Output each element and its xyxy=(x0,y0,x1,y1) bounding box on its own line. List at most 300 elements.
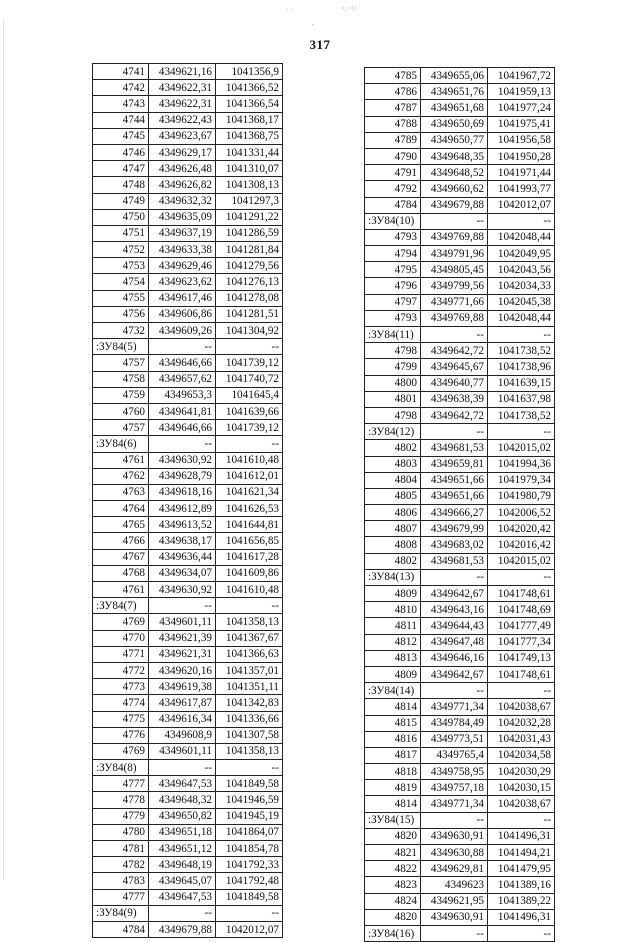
y-coordinate-cell: 1041645,4 xyxy=(216,387,283,403)
y-coordinate-cell: 1041368,75 xyxy=(216,128,283,144)
x-coordinate-cell: 4349638,39 xyxy=(421,391,488,407)
y-coordinate-cell: 1041854,78 xyxy=(216,841,283,857)
table-row xyxy=(365,100,555,116)
table-row xyxy=(93,193,283,209)
section-label-cell: :ЗУ84(14) xyxy=(365,683,421,699)
x-coordinate-cell: 4349650,82 xyxy=(149,808,216,824)
point-id-cell: 4741 xyxy=(93,64,149,80)
table-row xyxy=(93,452,283,468)
point-id-cell: 4812 xyxy=(365,634,421,650)
x-coordinate-cell: 4349601,11 xyxy=(149,614,216,630)
x-coordinate-cell: 4349619,38 xyxy=(149,679,216,695)
point-id-cell: 4803 xyxy=(365,456,421,472)
x-coordinate-cell: 4349622,31 xyxy=(149,96,216,112)
point-id-cell: 4789 xyxy=(365,132,421,148)
y-coordinate-cell: 1041739,12 xyxy=(216,420,283,436)
table-row xyxy=(93,161,283,177)
section-header-row xyxy=(365,925,555,941)
x-coordinate-cell: 4349679,99 xyxy=(421,521,488,537)
table-row xyxy=(93,776,283,792)
point-id-cell: 4769 xyxy=(93,743,149,759)
table-row xyxy=(365,165,555,181)
point-id-cell: 4773 xyxy=(93,679,149,695)
section-header-row xyxy=(93,905,283,921)
point-id-cell: 4747 xyxy=(93,161,149,177)
x-coordinate-cell: 4349623,67 xyxy=(149,128,216,144)
table-row xyxy=(365,553,555,569)
x-coordinate-cell: 4349773,51 xyxy=(421,731,488,747)
y-coordinate-cell: 1041281,84 xyxy=(216,242,283,258)
point-id-cell: 4806 xyxy=(365,505,421,521)
x-coordinate-cell: 4349758,95 xyxy=(421,764,488,780)
point-id-cell: 4804 xyxy=(365,472,421,488)
table-row xyxy=(93,889,283,905)
table-row xyxy=(365,488,555,504)
y-coordinate-cell: -- xyxy=(488,424,555,440)
point-id-cell: 4778 xyxy=(93,792,149,808)
table-row xyxy=(93,565,283,581)
point-id-cell: 4754 xyxy=(93,274,149,290)
table-row xyxy=(365,229,555,245)
y-coordinate-cell: 1041366,63 xyxy=(216,646,283,662)
y-coordinate-cell: 1041971,44 xyxy=(488,165,555,181)
y-coordinate-cell: 1041849,58 xyxy=(216,889,283,905)
point-id-cell: 4797 xyxy=(365,294,421,310)
x-coordinate-cell: -- xyxy=(149,436,216,452)
table-row xyxy=(365,909,555,925)
point-id-cell: 4745 xyxy=(93,128,149,144)
x-coordinate-cell: -- xyxy=(149,598,216,614)
table-row xyxy=(93,355,283,371)
y-coordinate-cell: 1042049,95 xyxy=(488,246,555,262)
x-coordinate-cell: -- xyxy=(421,569,488,585)
table-row xyxy=(93,128,283,144)
table-row xyxy=(365,521,555,537)
y-coordinate-cell: 1042020,42 xyxy=(488,521,555,537)
point-id-cell: 4771 xyxy=(93,646,149,662)
y-coordinate-cell: -- xyxy=(488,327,555,343)
point-id-cell: 4824 xyxy=(365,893,421,909)
point-id-cell: 4755 xyxy=(93,290,149,306)
point-id-cell: 4775 xyxy=(93,711,149,727)
x-coordinate-cell: 4349651,12 xyxy=(149,841,216,857)
point-id-cell: 4814 xyxy=(365,699,421,715)
x-coordinate-cell: 4349629,81 xyxy=(421,861,488,877)
scan-artifact-mark: ·.··\· xyxy=(342,4,357,13)
point-id-cell: 4765 xyxy=(93,517,149,533)
table-row xyxy=(365,440,555,456)
x-coordinate-cell: 4349681,53 xyxy=(421,440,488,456)
y-coordinate-cell: -- xyxy=(216,436,283,452)
x-coordinate-cell: 4349651,18 xyxy=(149,824,216,840)
y-coordinate-cell: 1041356,9 xyxy=(216,64,283,80)
y-coordinate-cell: 1041946,59 xyxy=(216,792,283,808)
table-row xyxy=(93,824,283,840)
point-id-cell: 4809 xyxy=(365,666,421,682)
x-coordinate-cell: 4349648,32 xyxy=(149,792,216,808)
x-coordinate-cell: 4349645,67 xyxy=(421,359,488,375)
table-row xyxy=(93,209,283,225)
x-coordinate-cell: 4349634,07 xyxy=(149,565,216,581)
y-coordinate-cell: 1041748,61 xyxy=(488,586,555,602)
table-row xyxy=(365,132,555,148)
x-coordinate-cell: 4349621,31 xyxy=(149,646,216,662)
point-id-cell: 4808 xyxy=(365,537,421,553)
table-row xyxy=(365,893,555,909)
table-row xyxy=(93,743,283,759)
y-coordinate-cell: 1041749,13 xyxy=(488,650,555,666)
point-id-cell: 4768 xyxy=(93,565,149,581)
point-id-cell: 4761 xyxy=(93,452,149,468)
y-coordinate-cell: 1041279,56 xyxy=(216,258,283,274)
x-coordinate-cell: 4349636,44 xyxy=(149,549,216,565)
x-coordinate-cell: 4349647,48 xyxy=(421,634,488,650)
section-header-row xyxy=(365,213,555,229)
section-header-row xyxy=(93,339,283,355)
point-id-cell: 4772 xyxy=(93,662,149,678)
coordinates-table-right xyxy=(364,67,555,942)
point-id-cell: 4815 xyxy=(365,715,421,731)
x-coordinate-cell: 4349622,31 xyxy=(149,80,216,96)
point-id-cell: 4813 xyxy=(365,650,421,666)
point-id-cell: 4770 xyxy=(93,630,149,646)
y-coordinate-cell: 1041975,41 xyxy=(488,116,555,132)
x-coordinate-cell: 4349653,3 xyxy=(149,387,216,403)
y-coordinate-cell: 1041738,96 xyxy=(488,359,555,375)
x-coordinate-cell: -- xyxy=(421,327,488,343)
section-header-row xyxy=(365,569,555,585)
table-row xyxy=(365,877,555,893)
x-coordinate-cell: 4349618,16 xyxy=(149,484,216,500)
section-header-row xyxy=(365,424,555,440)
table-row xyxy=(365,747,555,763)
table-row xyxy=(365,650,555,666)
point-id-cell: 4777 xyxy=(93,776,149,792)
x-coordinate-cell: 4349660,62 xyxy=(421,181,488,197)
point-id-cell: 4805 xyxy=(365,488,421,504)
point-id-cell: 4796 xyxy=(365,278,421,294)
x-coordinate-cell: 4349765,4 xyxy=(421,747,488,763)
table-row xyxy=(93,792,283,808)
table-row xyxy=(93,290,283,306)
point-id-cell: 4767 xyxy=(93,549,149,565)
y-coordinate-cell: 1042048,44 xyxy=(488,310,555,326)
y-coordinate-cell: 1042015,02 xyxy=(488,440,555,456)
x-coordinate-cell: 4349609,26 xyxy=(149,323,216,339)
section-header-row xyxy=(93,436,283,452)
y-coordinate-cell: -- xyxy=(216,760,283,776)
table-row xyxy=(93,387,283,403)
x-coordinate-cell: 4349642,72 xyxy=(421,343,488,359)
point-id-cell: 4742 xyxy=(93,80,149,96)
y-coordinate-cell: 1041748,69 xyxy=(488,602,555,618)
y-coordinate-cell: 1041496,31 xyxy=(488,828,555,844)
table-row xyxy=(93,662,283,678)
x-coordinate-cell: 4349681,53 xyxy=(421,553,488,569)
x-coordinate-cell: 4349646,66 xyxy=(149,420,216,436)
x-coordinate-cell: 4349621,95 xyxy=(421,893,488,909)
y-coordinate-cell: 1041956,58 xyxy=(488,132,555,148)
x-coordinate-cell: 4349648,52 xyxy=(421,165,488,181)
x-coordinate-cell: 4349651,66 xyxy=(421,488,488,504)
y-coordinate-cell: 1041994,36 xyxy=(488,456,555,472)
x-coordinate-cell: 4349616,34 xyxy=(149,711,216,727)
section-label-cell: :ЗУ84(7) xyxy=(93,598,149,614)
table-row xyxy=(365,505,555,521)
x-coordinate-cell: 4349648,19 xyxy=(149,857,216,873)
y-coordinate-cell: 1041738,52 xyxy=(488,343,555,359)
table-row xyxy=(93,921,283,937)
y-coordinate-cell: 1041656,85 xyxy=(216,533,283,549)
point-id-cell: 4818 xyxy=(365,764,421,780)
x-coordinate-cell: 4349784,49 xyxy=(421,715,488,731)
point-id-cell: 4786 xyxy=(365,84,421,100)
table-row xyxy=(93,646,283,662)
x-coordinate-cell: 4349805,45 xyxy=(421,262,488,278)
table-row xyxy=(365,84,555,100)
y-coordinate-cell: -- xyxy=(488,213,555,229)
table-row xyxy=(365,666,555,682)
section-label-cell: :ЗУ84(6) xyxy=(93,436,149,452)
y-coordinate-cell: 1041777,49 xyxy=(488,618,555,634)
table-row xyxy=(365,246,555,262)
point-id-cell: 4780 xyxy=(93,824,149,840)
point-id-cell: 4820 xyxy=(365,909,421,925)
table-row xyxy=(365,699,555,715)
point-id-cell: 4787 xyxy=(365,100,421,116)
x-coordinate-cell: 4349630,91 xyxy=(421,828,488,844)
section-label-cell: :ЗУ84(11) xyxy=(365,327,421,343)
point-id-cell: 4820 xyxy=(365,828,421,844)
y-coordinate-cell: 1041368,17 xyxy=(216,112,283,128)
point-id-cell: 4800 xyxy=(365,375,421,391)
y-coordinate-cell: 1042012,07 xyxy=(488,197,555,213)
x-coordinate-cell: -- xyxy=(421,925,488,941)
point-id-cell: 4802 xyxy=(365,553,421,569)
y-coordinate-cell: 1041959,13 xyxy=(488,84,555,100)
y-coordinate-cell: 1041281,51 xyxy=(216,306,283,322)
point-id-cell: 4762 xyxy=(93,468,149,484)
y-coordinate-cell: 1042032,28 xyxy=(488,715,555,731)
y-coordinate-cell: -- xyxy=(488,569,555,585)
x-coordinate-cell: 4349632,32 xyxy=(149,193,216,209)
section-label-cell: :ЗУ84(16) xyxy=(365,925,421,941)
y-coordinate-cell: 1041993,77 xyxy=(488,181,555,197)
y-coordinate-cell: -- xyxy=(488,925,555,941)
section-label-cell: :ЗУ84(15) xyxy=(365,812,421,828)
table-row xyxy=(93,258,283,274)
y-coordinate-cell: -- xyxy=(216,339,283,355)
y-coordinate-cell: 1042048,44 xyxy=(488,229,555,245)
section-label-cell: :ЗУ84(13) xyxy=(365,569,421,585)
x-coordinate-cell: -- xyxy=(149,760,216,776)
table-row xyxy=(365,262,555,278)
x-coordinate-cell: 4349679,88 xyxy=(421,197,488,213)
section-label-cell: :ЗУ84(5) xyxy=(93,339,149,355)
table-row xyxy=(93,501,283,517)
y-coordinate-cell: 1041494,21 xyxy=(488,845,555,861)
x-coordinate-cell: 4349771,34 xyxy=(421,796,488,812)
y-coordinate-cell: 1041621,34 xyxy=(216,484,283,500)
section-label-cell: :ЗУ84(10) xyxy=(365,213,421,229)
point-id-cell: 4769 xyxy=(93,614,149,630)
table-row xyxy=(93,323,283,339)
x-coordinate-cell: 4349617,46 xyxy=(149,290,216,306)
point-id-cell: 4781 xyxy=(93,841,149,857)
point-id-cell: 4758 xyxy=(93,371,149,387)
table-row xyxy=(93,242,283,258)
point-id-cell: 4785 xyxy=(365,68,421,84)
y-coordinate-cell: 1041777,34 xyxy=(488,634,555,650)
section-header-row xyxy=(93,598,283,614)
x-coordinate-cell: 4349666,27 xyxy=(421,505,488,521)
table-row xyxy=(365,780,555,796)
point-id-cell: 4783 xyxy=(93,873,149,889)
y-coordinate-cell: 1041278,08 xyxy=(216,290,283,306)
section-header-row xyxy=(365,683,555,699)
x-coordinate-cell: 4349640,77 xyxy=(421,375,488,391)
table-row xyxy=(93,711,283,727)
x-coordinate-cell: 4349683,02 xyxy=(421,537,488,553)
y-coordinate-cell: 1041366,54 xyxy=(216,96,283,112)
x-coordinate-cell: 4349642,72 xyxy=(421,407,488,423)
y-coordinate-cell: 1041967,72 xyxy=(488,68,555,84)
y-coordinate-cell: 1041792,48 xyxy=(216,873,283,889)
y-coordinate-cell: 1041849,58 xyxy=(216,776,283,792)
table-row xyxy=(365,181,555,197)
table-row xyxy=(365,294,555,310)
section-label-cell: :ЗУ84(8) xyxy=(93,760,149,776)
table-row xyxy=(365,602,555,618)
x-coordinate-cell: 4349757,18 xyxy=(421,780,488,796)
x-coordinate-cell: 4349655,06 xyxy=(421,68,488,84)
x-coordinate-cell: 4349651,76 xyxy=(421,84,488,100)
point-id-cell: 4759 xyxy=(93,387,149,403)
x-coordinate-cell: 4349608,9 xyxy=(149,727,216,743)
y-coordinate-cell: 1042030,15 xyxy=(488,780,555,796)
point-id-cell: 4743 xyxy=(93,96,149,112)
point-id-cell: 4798 xyxy=(365,343,421,359)
point-id-cell: 4802 xyxy=(365,440,421,456)
x-coordinate-cell: 4349651,66 xyxy=(421,472,488,488)
x-coordinate-cell: 4349679,88 xyxy=(149,921,216,937)
y-coordinate-cell: 1041864,07 xyxy=(216,824,283,840)
x-coordinate-cell: 4349646,66 xyxy=(149,355,216,371)
x-coordinate-cell: 4349641,81 xyxy=(149,403,216,419)
x-coordinate-cell: 4349642,67 xyxy=(421,666,488,682)
y-coordinate-cell: 1041945,19 xyxy=(216,808,283,824)
table-row xyxy=(365,197,555,213)
point-id-cell: 4795 xyxy=(365,262,421,278)
y-coordinate-cell: 1041639,66 xyxy=(216,403,283,419)
point-id-cell: 4816 xyxy=(365,731,421,747)
table-row xyxy=(93,403,283,419)
point-id-cell: 4779 xyxy=(93,808,149,824)
table-row xyxy=(365,618,555,634)
x-coordinate-cell: 4349644,43 xyxy=(421,618,488,634)
table-row xyxy=(365,586,555,602)
x-coordinate-cell: 4349629,46 xyxy=(149,258,216,274)
y-coordinate-cell: 1042034,58 xyxy=(488,747,555,763)
x-coordinate-cell: -- xyxy=(421,812,488,828)
y-coordinate-cell: 1041644,81 xyxy=(216,517,283,533)
point-id-cell: 4757 xyxy=(93,420,149,436)
x-coordinate-cell: -- xyxy=(421,424,488,440)
y-coordinate-cell: 1041738,52 xyxy=(488,407,555,423)
table-row xyxy=(365,715,555,731)
point-id-cell: 4798 xyxy=(365,407,421,423)
point-id-cell: 4801 xyxy=(365,391,421,407)
section-header-row xyxy=(365,812,555,828)
table-row xyxy=(93,112,283,128)
y-coordinate-cell: 1042031,43 xyxy=(488,731,555,747)
table-row xyxy=(93,727,283,743)
table-row xyxy=(365,116,555,132)
x-coordinate-cell: 4349628,79 xyxy=(149,468,216,484)
point-id-cell: 4821 xyxy=(365,845,421,861)
y-coordinate-cell: 1041367,67 xyxy=(216,630,283,646)
scan-edge-line xyxy=(3,20,4,880)
y-coordinate-cell: 1041291,22 xyxy=(216,209,283,225)
point-id-cell: 4819 xyxy=(365,780,421,796)
point-id-cell: 4751 xyxy=(93,225,149,241)
y-coordinate-cell: 1041739,12 xyxy=(216,355,283,371)
x-coordinate-cell: 4349647,53 xyxy=(149,889,216,905)
x-coordinate-cell: 4349647,53 xyxy=(149,776,216,792)
section-label-cell: :ЗУ84(9) xyxy=(93,905,149,921)
y-coordinate-cell: 1041358,13 xyxy=(216,614,283,630)
point-id-cell: 4817 xyxy=(365,747,421,763)
x-coordinate-cell: 4349630,91 xyxy=(421,909,488,925)
y-coordinate-cell: 1041351,11 xyxy=(216,679,283,695)
table-row xyxy=(93,306,283,322)
y-coordinate-cell: 1041980,79 xyxy=(488,488,555,504)
x-coordinate-cell: 4349769,88 xyxy=(421,229,488,245)
section-header-row xyxy=(93,760,283,776)
point-id-cell: 4777 xyxy=(93,889,149,905)
x-coordinate-cell: -- xyxy=(149,905,216,921)
point-id-cell: 4807 xyxy=(365,521,421,537)
point-id-cell: 4782 xyxy=(93,857,149,873)
y-coordinate-cell: 1041342,83 xyxy=(216,695,283,711)
table-row xyxy=(365,537,555,553)
table-row xyxy=(93,695,283,711)
y-coordinate-cell: 1041792,33 xyxy=(216,857,283,873)
point-id-cell: 4750 xyxy=(93,209,149,225)
table-row xyxy=(365,472,555,488)
table-row xyxy=(365,796,555,812)
point-id-cell: 4799 xyxy=(365,359,421,375)
table-row xyxy=(93,679,283,695)
point-id-cell: 4810 xyxy=(365,602,421,618)
y-coordinate-cell: 1041617,28 xyxy=(216,549,283,565)
y-coordinate-cell: 1041357,01 xyxy=(216,662,283,678)
table-row xyxy=(365,375,555,391)
point-id-cell: 4793 xyxy=(365,229,421,245)
table-row xyxy=(365,278,555,294)
x-coordinate-cell: 4349771,34 xyxy=(421,699,488,715)
page-number: 317 xyxy=(309,37,331,52)
point-id-cell: 4748 xyxy=(93,177,149,193)
y-coordinate-cell: 1041308,13 xyxy=(216,177,283,193)
x-coordinate-cell: 4349623 xyxy=(421,877,488,893)
table-row xyxy=(93,873,283,889)
table-row xyxy=(93,420,283,436)
point-id-cell: 4746 xyxy=(93,144,149,160)
point-id-cell: 4764 xyxy=(93,501,149,517)
y-coordinate-cell: 1041366,52 xyxy=(216,80,283,96)
table-row xyxy=(93,371,283,387)
